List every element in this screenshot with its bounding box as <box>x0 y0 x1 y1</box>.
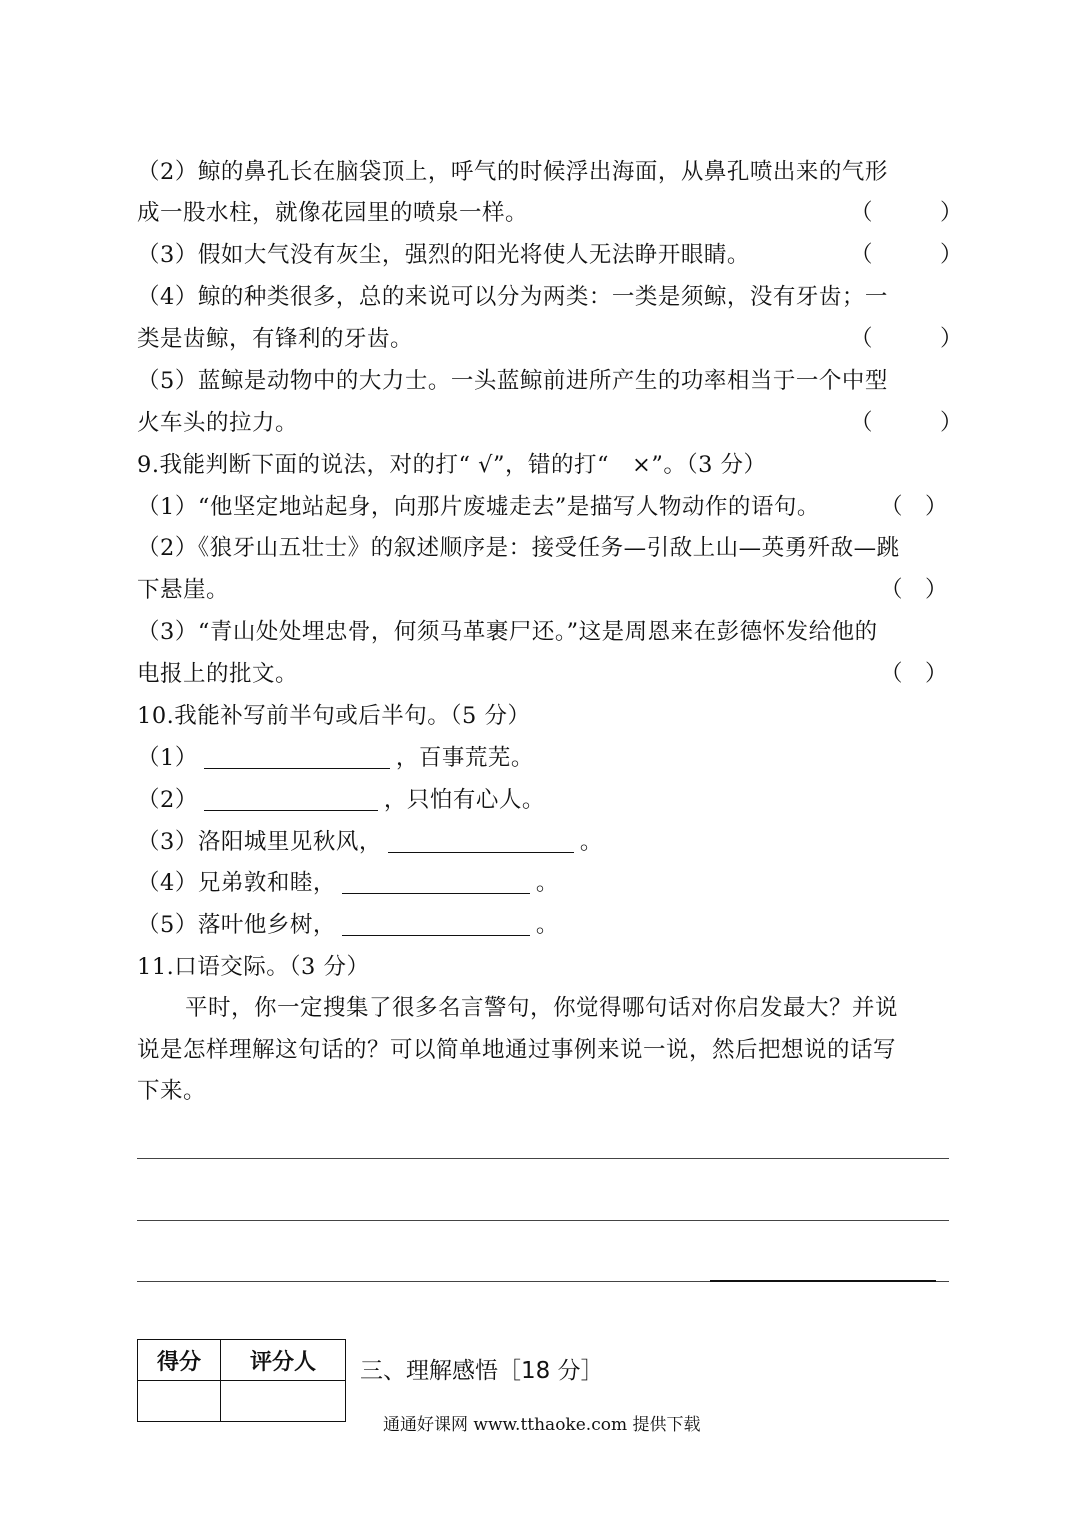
q10-item3-suffix: 。 <box>579 829 603 855</box>
q10-item2-blank[interactable] <box>204 788 378 811</box>
q10-item4-blank[interactable] <box>342 871 530 894</box>
q11-paragraph-line2: 说是怎样理解这句话的？可以简单地通过事例来说一说，然后把想说的话写 <box>137 1037 897 1063</box>
grader-header-cell: 评分人 <box>221 1340 346 1381</box>
q10-item4 <box>137 868 949 898</box>
q9-item1-answer-paren[interactable]: （ ） <box>880 494 948 520</box>
q10-item4-suffix: 。 <box>535 870 559 896</box>
q11-paragraph-line3: 下来。 <box>137 1078 207 1104</box>
footer-watermark: 通通好课网 www.tthaoke.com 提供下载 <box>383 1415 701 1435</box>
q8-item4-line2: 类是齿鲸，有锋利的牙齿。 <box>137 326 414 352</box>
q10-item3-prefix: （3）洛阳城里见秋风， <box>137 829 382 855</box>
q8-item2-line2: 成一股水柱，就像花园里的喷泉一样。 <box>137 200 529 226</box>
q8-item4-line1: （4）鲸的种类很多，总的来说可以分为两类：一类是须鲸，没有牙齿；一 <box>137 284 888 310</box>
q10-title: 10.我能补写前半句或后半句。（5 分） <box>137 703 531 729</box>
score-input-cell[interactable] <box>138 1381 221 1422</box>
q10-item3-blank[interactable] <box>388 830 574 853</box>
answer-writing-line-3-overlay <box>710 1280 936 1282</box>
q10-item4-prefix: （4）兄弟敦和睦， <box>137 870 336 896</box>
q9-item2-line1: （2）《狼牙山五壮士》的叙述顺序是：接受任务—引敌上山—英勇歼敌—跳 <box>137 535 900 561</box>
q8-item5-answer-paren[interactable]: （ ） <box>850 410 963 436</box>
q10-item1-suffix: ，百事荒芜。 <box>395 745 534 771</box>
q9-item3-line1: （3）“青山处处埋忠骨，何须马革裹尸还。”这是周恩来在彭德怀发给他的 <box>137 619 878 645</box>
q9-item2-line2: 下悬崖。 <box>137 577 230 603</box>
q10-item2 <box>137 785 949 815</box>
grader-input-cell[interactable] <box>221 1381 346 1422</box>
q9-title: 9.我能判断下面的说法，对的打“ √”，错的打“ ×”。（3 分） <box>137 452 767 478</box>
q8-item2-answer-paren[interactable]: （ ） <box>850 200 963 226</box>
score-header-cell: 得分 <box>138 1340 221 1381</box>
q8-item5-line2: 火车头的拉力。 <box>137 410 299 436</box>
q10-item1 <box>137 743 949 773</box>
section-3-title: 三、理解感悟［18 分］ <box>360 1358 604 1384</box>
q8-item5-line1: （5）蓝鲸是动物中的大力士。一头蓝鲸前进所产生的功率相当于一个中型 <box>137 368 888 394</box>
q10-item3 <box>137 827 949 857</box>
score-table <box>137 1339 346 1422</box>
q9-item3-answer-paren[interactable]: （ ） <box>880 661 948 687</box>
answer-writing-line-2[interactable] <box>137 1220 949 1221</box>
q11-title: 11.口语交际。（3 分） <box>137 954 370 980</box>
q10-item5-suffix: 。 <box>535 912 559 938</box>
q8-item3-answer-paren[interactable]: （ ） <box>850 242 963 268</box>
q11-paragraph-line1: 平时，你一定搜集了很多名言警句，你觉得哪句话对你启发最大？并说 <box>185 995 899 1021</box>
q8-item2-line1: （2）鲸的鼻孔长在脑袋顶上，呼气的时候浮出海面，从鼻孔喷出来的气形 <box>137 159 888 185</box>
q10-item5 <box>137 910 949 940</box>
q9-item3-line2: 电报上的批文。 <box>137 661 299 687</box>
q8-item4-answer-paren[interactable]: （ ） <box>850 326 963 352</box>
answer-writing-line-1[interactable] <box>137 1158 949 1159</box>
q9-item2-answer-paren[interactable]: （ ） <box>880 577 948 603</box>
q10-item2-prefix: （2） <box>137 787 198 813</box>
q10-item1-blank[interactable] <box>204 746 390 769</box>
q10-item1-prefix: （1） <box>137 745 198 771</box>
q9-item1: （1）“他坚定地站起身，向那片废墟走去”是描写人物动作的语句。 <box>137 494 820 520</box>
q10-item5-blank[interactable] <box>342 913 530 936</box>
q10-item5-prefix: （5）落叶他乡树， <box>137 912 336 938</box>
q8-item3-line1: （3）假如大气没有灰尘，强烈的阳光将使人无法睁开眼睛。 <box>137 242 750 268</box>
q10-item2-suffix: ，只怕有心人。 <box>383 787 545 813</box>
